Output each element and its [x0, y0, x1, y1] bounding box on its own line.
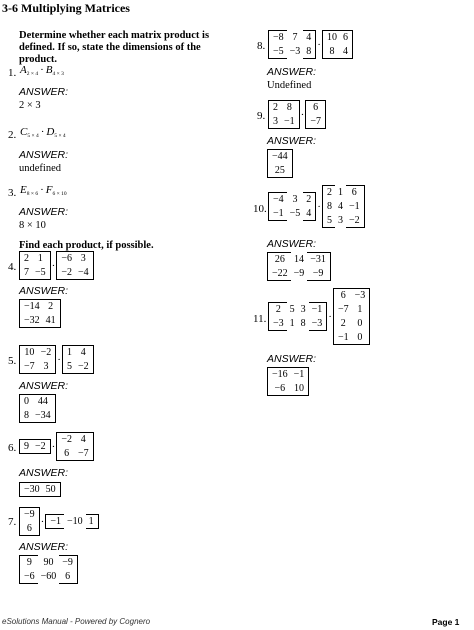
matrix-entry: −1 — [333, 331, 351, 345]
matrix-table — [45, 514, 98, 529]
problem-8-number: 8. — [257, 40, 266, 52]
matrix — [322, 30, 353, 59]
matrix-row — [269, 31, 316, 45]
matrix-entry: 2 — [303, 193, 316, 207]
problem-4-answer — [19, 299, 61, 328]
matrix — [322, 185, 365, 228]
matrix-entry: 2 — [20, 252, 33, 266]
problem-7-number: 7. — [8, 516, 17, 528]
matrix-entry: 10 — [291, 382, 309, 396]
problem-11-expression — [268, 288, 370, 345]
matrix-row — [62, 360, 93, 374]
matrix-row — [57, 433, 93, 447]
matrix-entry: −10 — [66, 516, 83, 527]
matrix-table — [268, 30, 316, 59]
matrix-entry: 10 — [20, 346, 38, 360]
matrix-row — [306, 115, 326, 129]
matrix-entry: 8 — [281, 101, 299, 115]
matrix-row — [20, 314, 61, 328]
problem-4-number: 4. — [8, 261, 17, 273]
matrix-entry: −4 — [75, 266, 93, 280]
matrix-dimensions: 8 × 6 — [26, 191, 39, 197]
matrix — [268, 192, 316, 221]
matrix-entry: −7 — [306, 115, 326, 129]
matrix-row — [20, 483, 61, 497]
matrix-entry: 8 — [322, 200, 335, 214]
matrix — [56, 251, 93, 280]
matrix-row — [46, 515, 98, 529]
matrix-row — [306, 101, 326, 115]
matrix-entry: −7 — [333, 303, 351, 317]
matrix-entry: 10 — [322, 31, 340, 45]
matrix — [19, 251, 51, 280]
matrix-entry: 1 — [32, 252, 50, 266]
matrix-entry: 2 — [43, 300, 61, 314]
matrix-row — [268, 150, 293, 164]
matrix-entry: −14 — [20, 300, 43, 314]
problem-1-expression: $A_{2 \times 4} \cdot B_{4 \times 3}$ — [20, 64, 64, 77]
matrix — [19, 394, 56, 423]
answer-label: ANSWER: — [19, 380, 69, 392]
matrix-table — [19, 394, 56, 423]
matrix-table — [19, 507, 40, 536]
matrix-row — [20, 556, 78, 570]
matrix-entry: −3 — [352, 289, 370, 303]
matrix — [19, 482, 61, 497]
matrix-entry: −3 — [309, 317, 327, 331]
matrix-entry: −9 — [59, 556, 77, 570]
matrix-entry: 9 — [20, 556, 38, 570]
matrix-row — [20, 508, 40, 522]
problem-1-number: 1. — [8, 67, 17, 79]
matrix-entry: 6 — [346, 186, 364, 200]
matrix-dimensions: 2 × 4 — [26, 71, 39, 77]
matrix-table — [19, 345, 56, 374]
matrix-entry: −34 — [32, 409, 55, 423]
problem-4-expression — [19, 251, 94, 280]
matrix-row — [269, 317, 327, 331]
matrix-entry: 4 — [337, 201, 343, 212]
problem-10-answer — [267, 252, 331, 281]
matrix-entry: 8 — [300, 318, 306, 329]
problem-2-answer: undefined — [19, 163, 61, 174]
matrix-entry: 6 — [306, 101, 326, 115]
matrix-entry: −2 — [346, 214, 364, 228]
matrix-entry: 2 — [269, 101, 282, 115]
matrix-entry: −16 — [268, 368, 291, 382]
matrix-entry: 6 — [340, 31, 353, 45]
matrix-row — [20, 395, 56, 409]
matrix-entry: 1 — [352, 303, 370, 317]
matrix-entry: −32 — [20, 314, 43, 328]
problem-7-expression — [19, 507, 99, 536]
matrix-row — [20, 440, 51, 454]
problem-3-answer: 8 × 10 — [19, 220, 46, 231]
matrix-table — [305, 100, 326, 129]
matrix-entry: −1 — [309, 303, 327, 317]
matrix-row — [333, 331, 369, 345]
answer-label: ANSWER: — [19, 285, 69, 297]
matrix-table — [333, 288, 370, 345]
matrix-table — [267, 367, 309, 396]
matrix-entry: 14 — [293, 254, 304, 265]
matrix-name: F — [45, 184, 53, 196]
matrix-row — [269, 207, 316, 221]
matrix — [62, 345, 94, 374]
matrix-row — [269, 101, 300, 115]
answer-label: ANSWER: — [267, 238, 317, 250]
matrix-entry: −6 — [57, 252, 75, 266]
matrix-table — [62, 345, 94, 374]
multiply-dot: · — [328, 310, 332, 323]
matrix-entry: 2 — [333, 317, 351, 331]
matrix-row — [20, 266, 51, 280]
matrix-entry: 0 — [352, 331, 370, 345]
matrix-entry: 2 — [269, 303, 287, 317]
matrix-table — [56, 251, 93, 280]
matrix-entry: −1 — [269, 207, 287, 221]
matrix-entry: −2 — [75, 360, 93, 374]
problem-6-answer — [19, 482, 61, 497]
matrix-entry: 1 — [62, 346, 75, 360]
matrix-entry: 6 — [20, 522, 40, 536]
matrix — [268, 302, 327, 331]
matrix-entry: −1 — [281, 115, 299, 129]
matrix-table — [267, 149, 293, 178]
matrix-entry: 9 — [20, 440, 33, 454]
matrix-entry: 5 — [322, 214, 335, 228]
problem-9-answer — [267, 149, 293, 178]
matrix-entry: −44 — [268, 150, 293, 164]
problem-5-answer — [19, 394, 56, 423]
matrix-entry: 8 — [20, 409, 33, 423]
matrix-entry: 41 — [43, 314, 61, 328]
matrix-row — [322, 31, 352, 45]
matrix-row — [333, 289, 369, 303]
matrix-entry: 8 — [303, 45, 316, 59]
matrix-table — [19, 482, 61, 497]
matrix-row — [322, 45, 352, 59]
answer-label: ANSWER: — [19, 86, 69, 98]
matrix-entry: 0 — [352, 317, 370, 331]
matrix-entry: −4 — [269, 193, 287, 207]
problem-3-expression: $E_{8 \times 6} \cdot F_{6 \times 10}$ — [20, 184, 67, 197]
matrix-row — [268, 164, 293, 178]
matrix-name: E — [20, 184, 27, 196]
matrix-table — [56, 432, 93, 461]
multiply-dot: · — [51, 259, 56, 272]
matrix-table — [267, 252, 331, 281]
matrix — [45, 514, 98, 529]
matrix-entry: 5 — [289, 304, 295, 315]
matrix-dimensions: 5 × 4 — [27, 133, 39, 139]
problem-11-answer — [267, 367, 309, 396]
matrix — [267, 367, 309, 396]
matrix-entry: −3 — [289, 46, 301, 57]
matrix-dimensions: 5 × 4 — [54, 133, 66, 139]
matrix — [305, 100, 326, 129]
matrix-name: A — [20, 64, 27, 76]
problem-2-number: 2. — [8, 129, 17, 141]
problem-8-answer: Undefined — [267, 80, 312, 91]
matrix-row — [57, 447, 93, 461]
matrix-entry: −1 — [46, 515, 64, 529]
matrix-entry: 3 — [292, 194, 298, 205]
matrix-name: D — [46, 126, 55, 138]
matrix-row — [20, 360, 56, 374]
matrix-entry: 3 — [75, 252, 93, 266]
matrix-entry: 4 — [340, 45, 353, 59]
multiply-dot: · — [40, 515, 45, 528]
matrix-entry: 3 — [337, 215, 343, 226]
matrix — [19, 439, 51, 454]
matrix-entry: 90 — [43, 557, 54, 568]
multiply-dot: · — [317, 200, 321, 213]
matrix-row — [333, 303, 369, 317]
problem-7-answer — [19, 555, 78, 584]
matrix — [267, 149, 293, 178]
matrix — [333, 288, 370, 345]
matrix-entry: 2 — [322, 186, 335, 200]
matrix-table — [19, 439, 51, 454]
problem-9-expression — [268, 100, 326, 129]
matrix-entry: −6 — [20, 570, 38, 584]
matrix-entry: 1 — [86, 515, 99, 529]
matrix-row — [57, 252, 93, 266]
matrix-row — [268, 253, 331, 267]
matrix-row — [333, 317, 369, 331]
page-title: 3-6 Multiplying Matrices — [2, 1, 130, 15]
matrix-row — [269, 115, 300, 129]
problem-9-number: 9. — [257, 110, 266, 122]
matrix-entry: −9 — [293, 268, 305, 279]
matrix-table — [19, 299, 61, 328]
problem-3-number: 3. — [8, 187, 17, 199]
matrix-entry: 6 — [333, 289, 351, 303]
matrix-entry: 6 — [57, 447, 75, 461]
matrix-row — [20, 570, 78, 584]
matrix — [268, 30, 316, 59]
matrix-entry: −1 — [291, 368, 309, 382]
matrix-entry: −5 — [32, 266, 50, 280]
matrix-entry: 8 — [322, 45, 340, 59]
answer-label: ANSWER: — [19, 206, 69, 218]
answer-label: ANSWER: — [267, 353, 317, 365]
footer-publisher: eSolutions Manual - Powered by Cognero — [2, 617, 151, 626]
matrix-entry: 50 — [43, 483, 61, 497]
matrix-row — [322, 214, 364, 228]
problem-10-expression — [268, 185, 365, 228]
problem-11-number: 11. — [253, 313, 267, 325]
matrix-row — [269, 193, 316, 207]
matrix-name: B — [45, 64, 53, 76]
matrix-row — [268, 368, 309, 382]
matrix-dimensions: 4 × 3 — [52, 71, 64, 77]
matrix-entry: −22 — [268, 267, 291, 281]
answer-label: ANSWER: — [267, 66, 317, 78]
matrix — [268, 100, 300, 129]
matrix-entry: 7 — [292, 32, 298, 43]
matrix-entry: 0 — [20, 395, 33, 409]
section-instructions-products: Find each product, if possible. — [19, 240, 154, 251]
matrix-entry: −5 — [289, 208, 301, 219]
matrix — [56, 432, 93, 461]
matrix-entry: 7 — [20, 266, 33, 280]
matrix-entry: −30 — [20, 483, 43, 497]
matrix — [19, 299, 61, 328]
matrix-row — [20, 300, 61, 314]
matrix-entry: 1 — [289, 318, 295, 329]
footer-page-number: Page 1 — [432, 617, 460, 627]
matrix-entry: −7 — [20, 360, 38, 374]
matrix-row — [269, 303, 327, 317]
matrix-table — [322, 185, 365, 228]
matrix-entry: −5 — [269, 45, 287, 59]
matrix-entry: 3 — [38, 360, 56, 374]
matrix-entry: 4 — [75, 346, 93, 360]
matrix-entry: 25 — [268, 164, 293, 178]
matrix-row — [57, 266, 93, 280]
answer-label: ANSWER: — [19, 149, 69, 161]
problem-2-expression: $C_{5 \times 4} \cdot D_{5 \times 4}$ — [20, 126, 66, 139]
matrix-entry: −8 — [269, 31, 287, 45]
matrix-entry: 5 — [62, 360, 75, 374]
matrix-table — [19, 251, 51, 280]
multiply-dot: · — [300, 108, 305, 121]
matrix-entry: 1 — [337, 187, 343, 198]
problem-10-number: 10. — [253, 203, 267, 215]
problem-6-expression — [19, 432, 94, 461]
matrix-entry: −2 — [57, 266, 75, 280]
matrix — [19, 507, 40, 536]
problem-5-expression — [19, 345, 94, 374]
matrix-row — [20, 409, 56, 423]
matrix-entry: 26 — [268, 253, 291, 267]
problem-1-answer: 2 × 3 — [19, 100, 41, 111]
problem-5-number: 5. — [8, 355, 17, 367]
matrix-entry: −31 — [307, 253, 330, 267]
matrix-row — [20, 346, 56, 360]
matrix-table — [322, 30, 353, 59]
matrix-row — [322, 200, 364, 214]
matrix-row — [269, 45, 316, 59]
matrix-entry: −60 — [40, 571, 57, 582]
matrix-entry: 3 — [300, 304, 306, 315]
matrix-row — [20, 252, 51, 266]
matrix-row — [268, 267, 331, 281]
multiply-dot: · — [57, 353, 61, 366]
matrix — [19, 345, 56, 374]
matrix-entry: −9 — [20, 508, 40, 522]
matrix-entry: −7 — [75, 447, 93, 461]
matrix-table — [19, 555, 78, 584]
answer-label: ANSWER: — [19, 541, 69, 553]
section-instructions-dimensions: Determine whether each matrix product is defined. If so, state the dimensions of the product. — [19, 30, 210, 65]
multiply-dot: · — [317, 38, 321, 51]
multiply-dot: · — [51, 440, 56, 453]
matrix-row — [20, 522, 40, 536]
matrix — [267, 252, 331, 281]
matrix-row — [268, 382, 309, 396]
answer-label: ANSWER: — [267, 135, 317, 147]
answer-label: ANSWER: — [19, 467, 69, 479]
matrix-entry: −2 — [57, 433, 75, 447]
matrix-dimensions: 6 × 10 — [52, 191, 67, 197]
matrix-entry: 4 — [75, 433, 93, 447]
matrix-entry: −3 — [269, 317, 287, 331]
matrix-name: C — [20, 126, 28, 138]
matrix-table — [268, 100, 300, 129]
matrix-entry: 3 — [269, 115, 282, 129]
matrix-entry: 4 — [303, 207, 316, 221]
matrix-table — [268, 302, 327, 331]
matrix-entry: −2 — [38, 346, 56, 360]
matrix-entry: 4 — [303, 31, 316, 45]
matrix-table — [268, 192, 316, 221]
matrix-entry: −6 — [268, 382, 291, 396]
matrix-entry: −2 — [32, 440, 50, 454]
matrix — [19, 555, 78, 584]
matrix-entry: −9 — [307, 267, 330, 281]
problem-8-expression — [268, 30, 353, 59]
problem-6-number: 6. — [8, 442, 17, 454]
matrix-entry: 44 — [32, 395, 55, 409]
matrix-row — [62, 346, 93, 360]
matrix-row — [322, 186, 364, 200]
matrix-entry: −1 — [346, 200, 364, 214]
matrix-entry: 6 — [59, 570, 77, 584]
